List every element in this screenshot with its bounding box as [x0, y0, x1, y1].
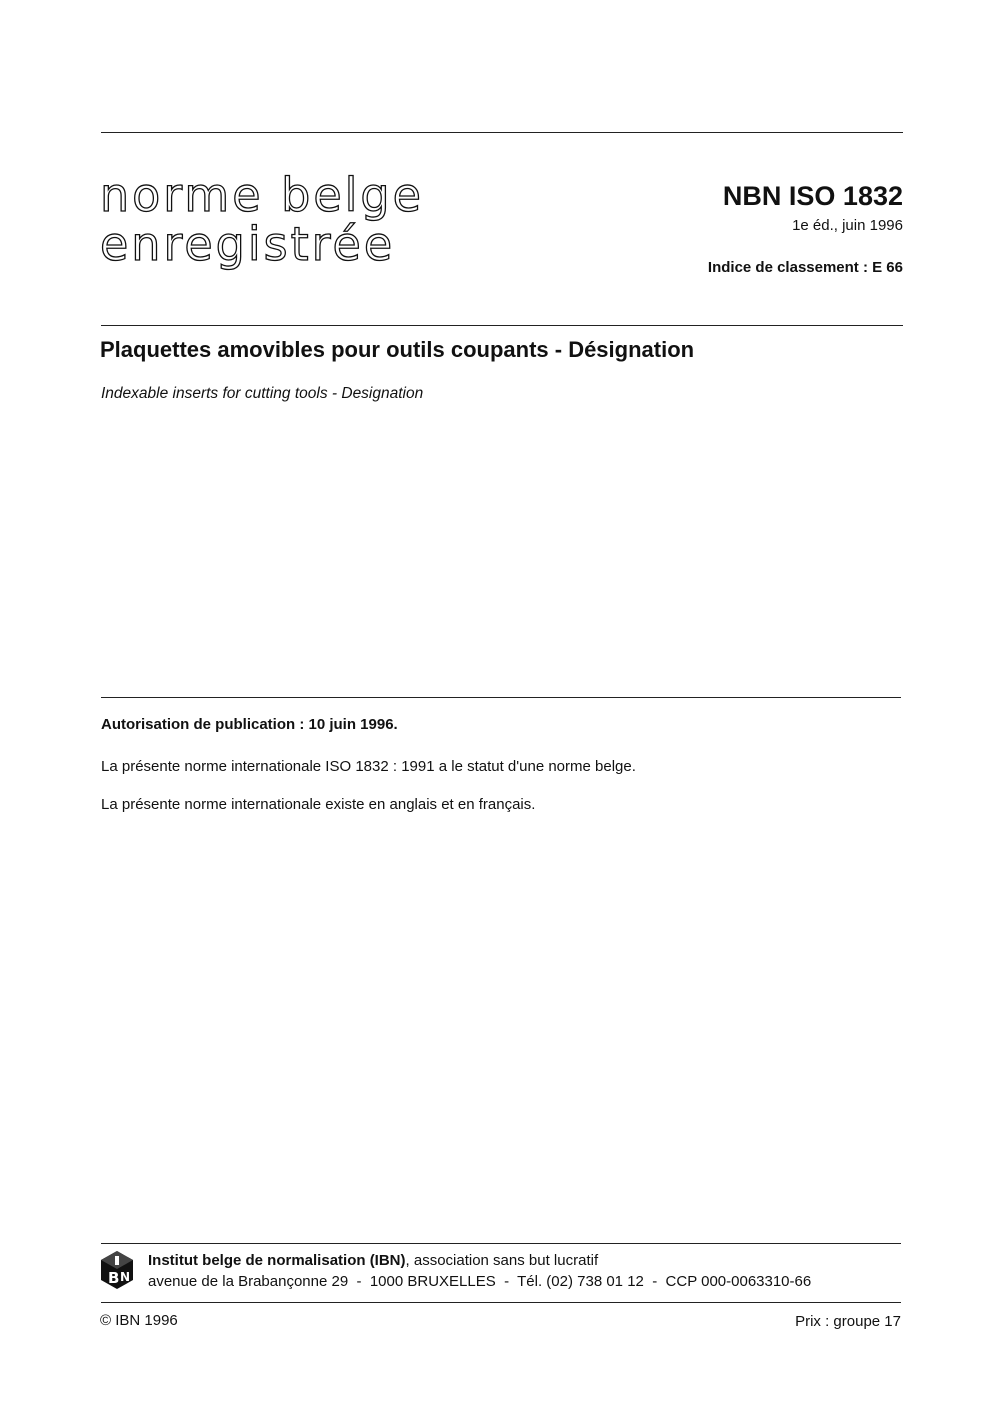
top-rule: [101, 132, 903, 133]
footer-bottom-rule: [101, 1302, 901, 1303]
institute-status: , association sans but lucratif: [405, 1252, 599, 1269]
document-title-english: Indexable inserts for cutting tools - Designation: [101, 385, 424, 402]
body-rule: [101, 697, 901, 698]
svg-text:N: N: [120, 1270, 131, 1284]
title-rule: [101, 325, 903, 326]
ibn-logo-icon: [99, 1250, 135, 1290]
svg-text:B: B: [108, 1269, 120, 1287]
outline-title-line2: enregistrée: [100, 217, 396, 271]
language-paragraph: La présente norme internationale existe en anglais et en français.: [101, 796, 536, 813]
document-title-french: Plaquettes amovibles pour outils coupants - Désignation: [100, 337, 695, 362]
price-group: Prix : groupe 17: [795, 1313, 901, 1330]
copyright: © IBN 1996: [100, 1312, 178, 1329]
status-paragraph: La présente norme internationale ISO 1832 : 1991 a le statut d'une norme belge.: [101, 758, 636, 775]
footer-top-rule: [101, 1243, 901, 1244]
institute-address: avenue de la Brabançonne 29 - 1000 BRUXELLES - Tél. (02) 738 01 12 - CCP 000-0063310-66: [148, 1273, 812, 1290]
institute-name: Institut belge de normalisation (IBN): [148, 1252, 406, 1269]
classification-index: Indice de classement : E 66: [707, 259, 903, 276]
publication-authorisation: Autorisation de publication : 10 juin 1996.: [101, 716, 398, 733]
edition-date: 1e éd., juin 1996: [792, 217, 903, 234]
institute-info: [148, 1252, 598, 1269]
standard-number: NBN ISO 1832: [722, 181, 903, 211]
outline-title-line1: norme belge: [100, 168, 424, 222]
